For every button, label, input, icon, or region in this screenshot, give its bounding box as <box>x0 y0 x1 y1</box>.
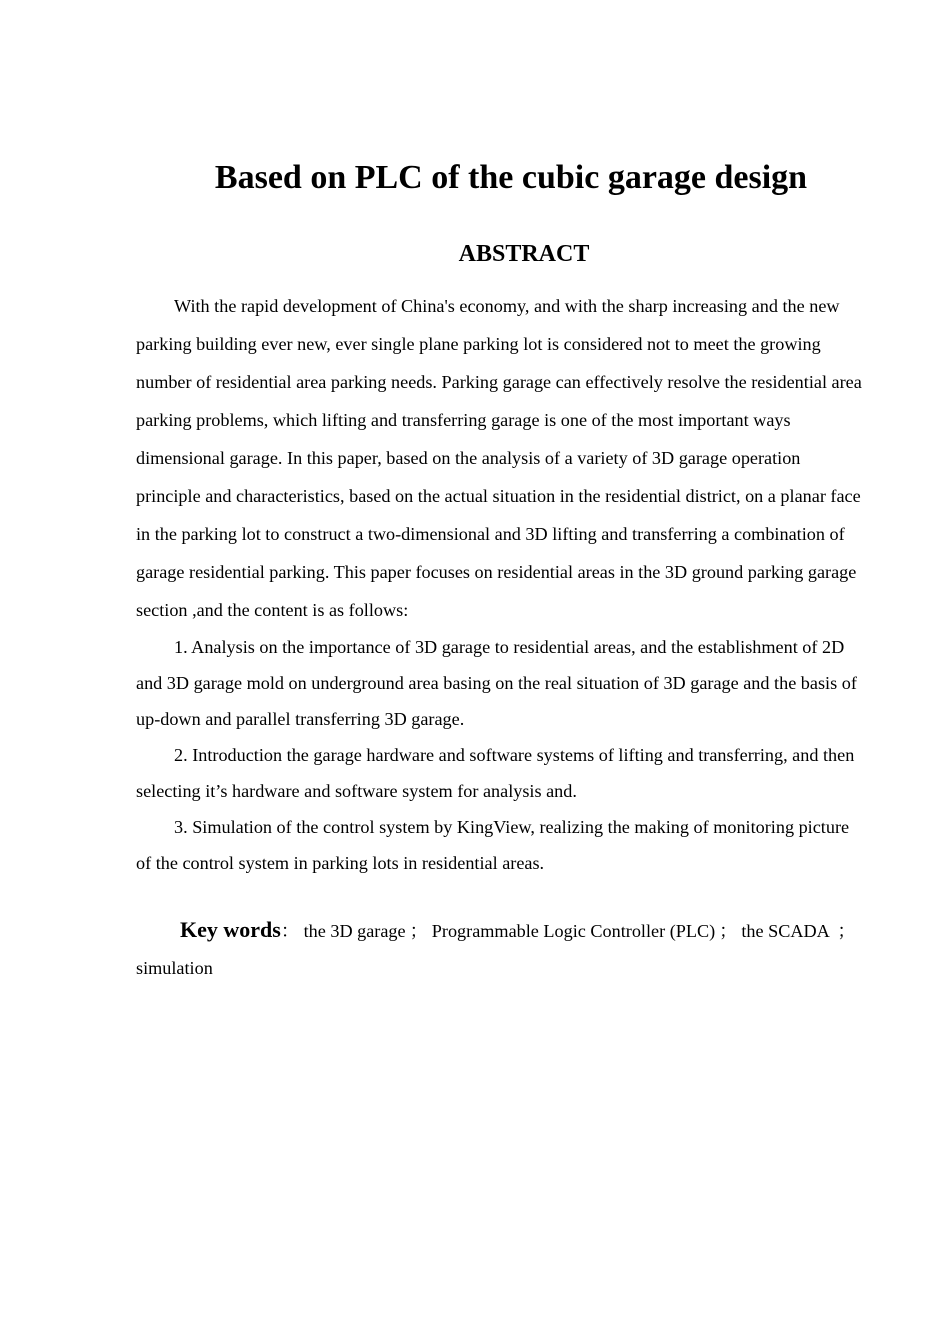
keyword-item: the 3D garage <box>303 921 406 941</box>
abstract-heading: ABSTRACT <box>458 241 590 267</box>
keywords-label: Key words <box>180 917 281 942</box>
keyword-separator: ； <box>837 921 856 941</box>
abstract-paragraph: With the rapid development of China's economy, and with the sharp increasing and the new parking building ever new, ever single plane parking lot is considered not to meet the growing number of residential area parking needs. Parking garage can effectively resolve the residential area parking problems, which lifting and transferring garage is one of the most important ways dimensional garage. In this paper, based on the analysis of a variety of 3D garage operation principle and characteristics, based on the actual situation in the residential district, on a planar face in the parking lot to construct a two-dimensional and 3D lifting and transferring a combination of garage residential parking. This paper focuses on residential areas in the 3D ground parking garage section ,and the content is as follows: <box>136 296 862 620</box>
abstract-list-item-2: 2. Introduction the garage hardware and software systems of lifting and transferring, and then selecting it’s hardware and software system for analysis and. <box>136 745 855 801</box>
keyword-item: simulation <box>136 958 213 978</box>
keyword-separator: ； <box>409 921 428 941</box>
abstract-body <box>136 287 866 881</box>
abstract-list-item-1: 1. Analysis on the importance of 3D garage to residential areas, and the establishment of 2D and 3D garage mold on underground area basing on the real situation of 3D garage and the basis of up-down and parallel transferring 3D garage. <box>136 637 857 729</box>
keywords-line <box>136 911 866 987</box>
page-title: Based on PLC of the cubic garage design <box>214 159 808 196</box>
abstract-list-item-3: 3. Simulation of the control system by KingView, realizing the making of monitoring picture of the control system in parking lots in residential areas. <box>136 817 850 873</box>
keyword-separator: ； <box>719 921 738 941</box>
keyword-item: Programmable Logic Controller (PLC) <box>431 921 716 941</box>
keywords-label-colon: ： <box>280 921 300 941</box>
keyword-item: the SCADA <box>741 921 829 941</box>
